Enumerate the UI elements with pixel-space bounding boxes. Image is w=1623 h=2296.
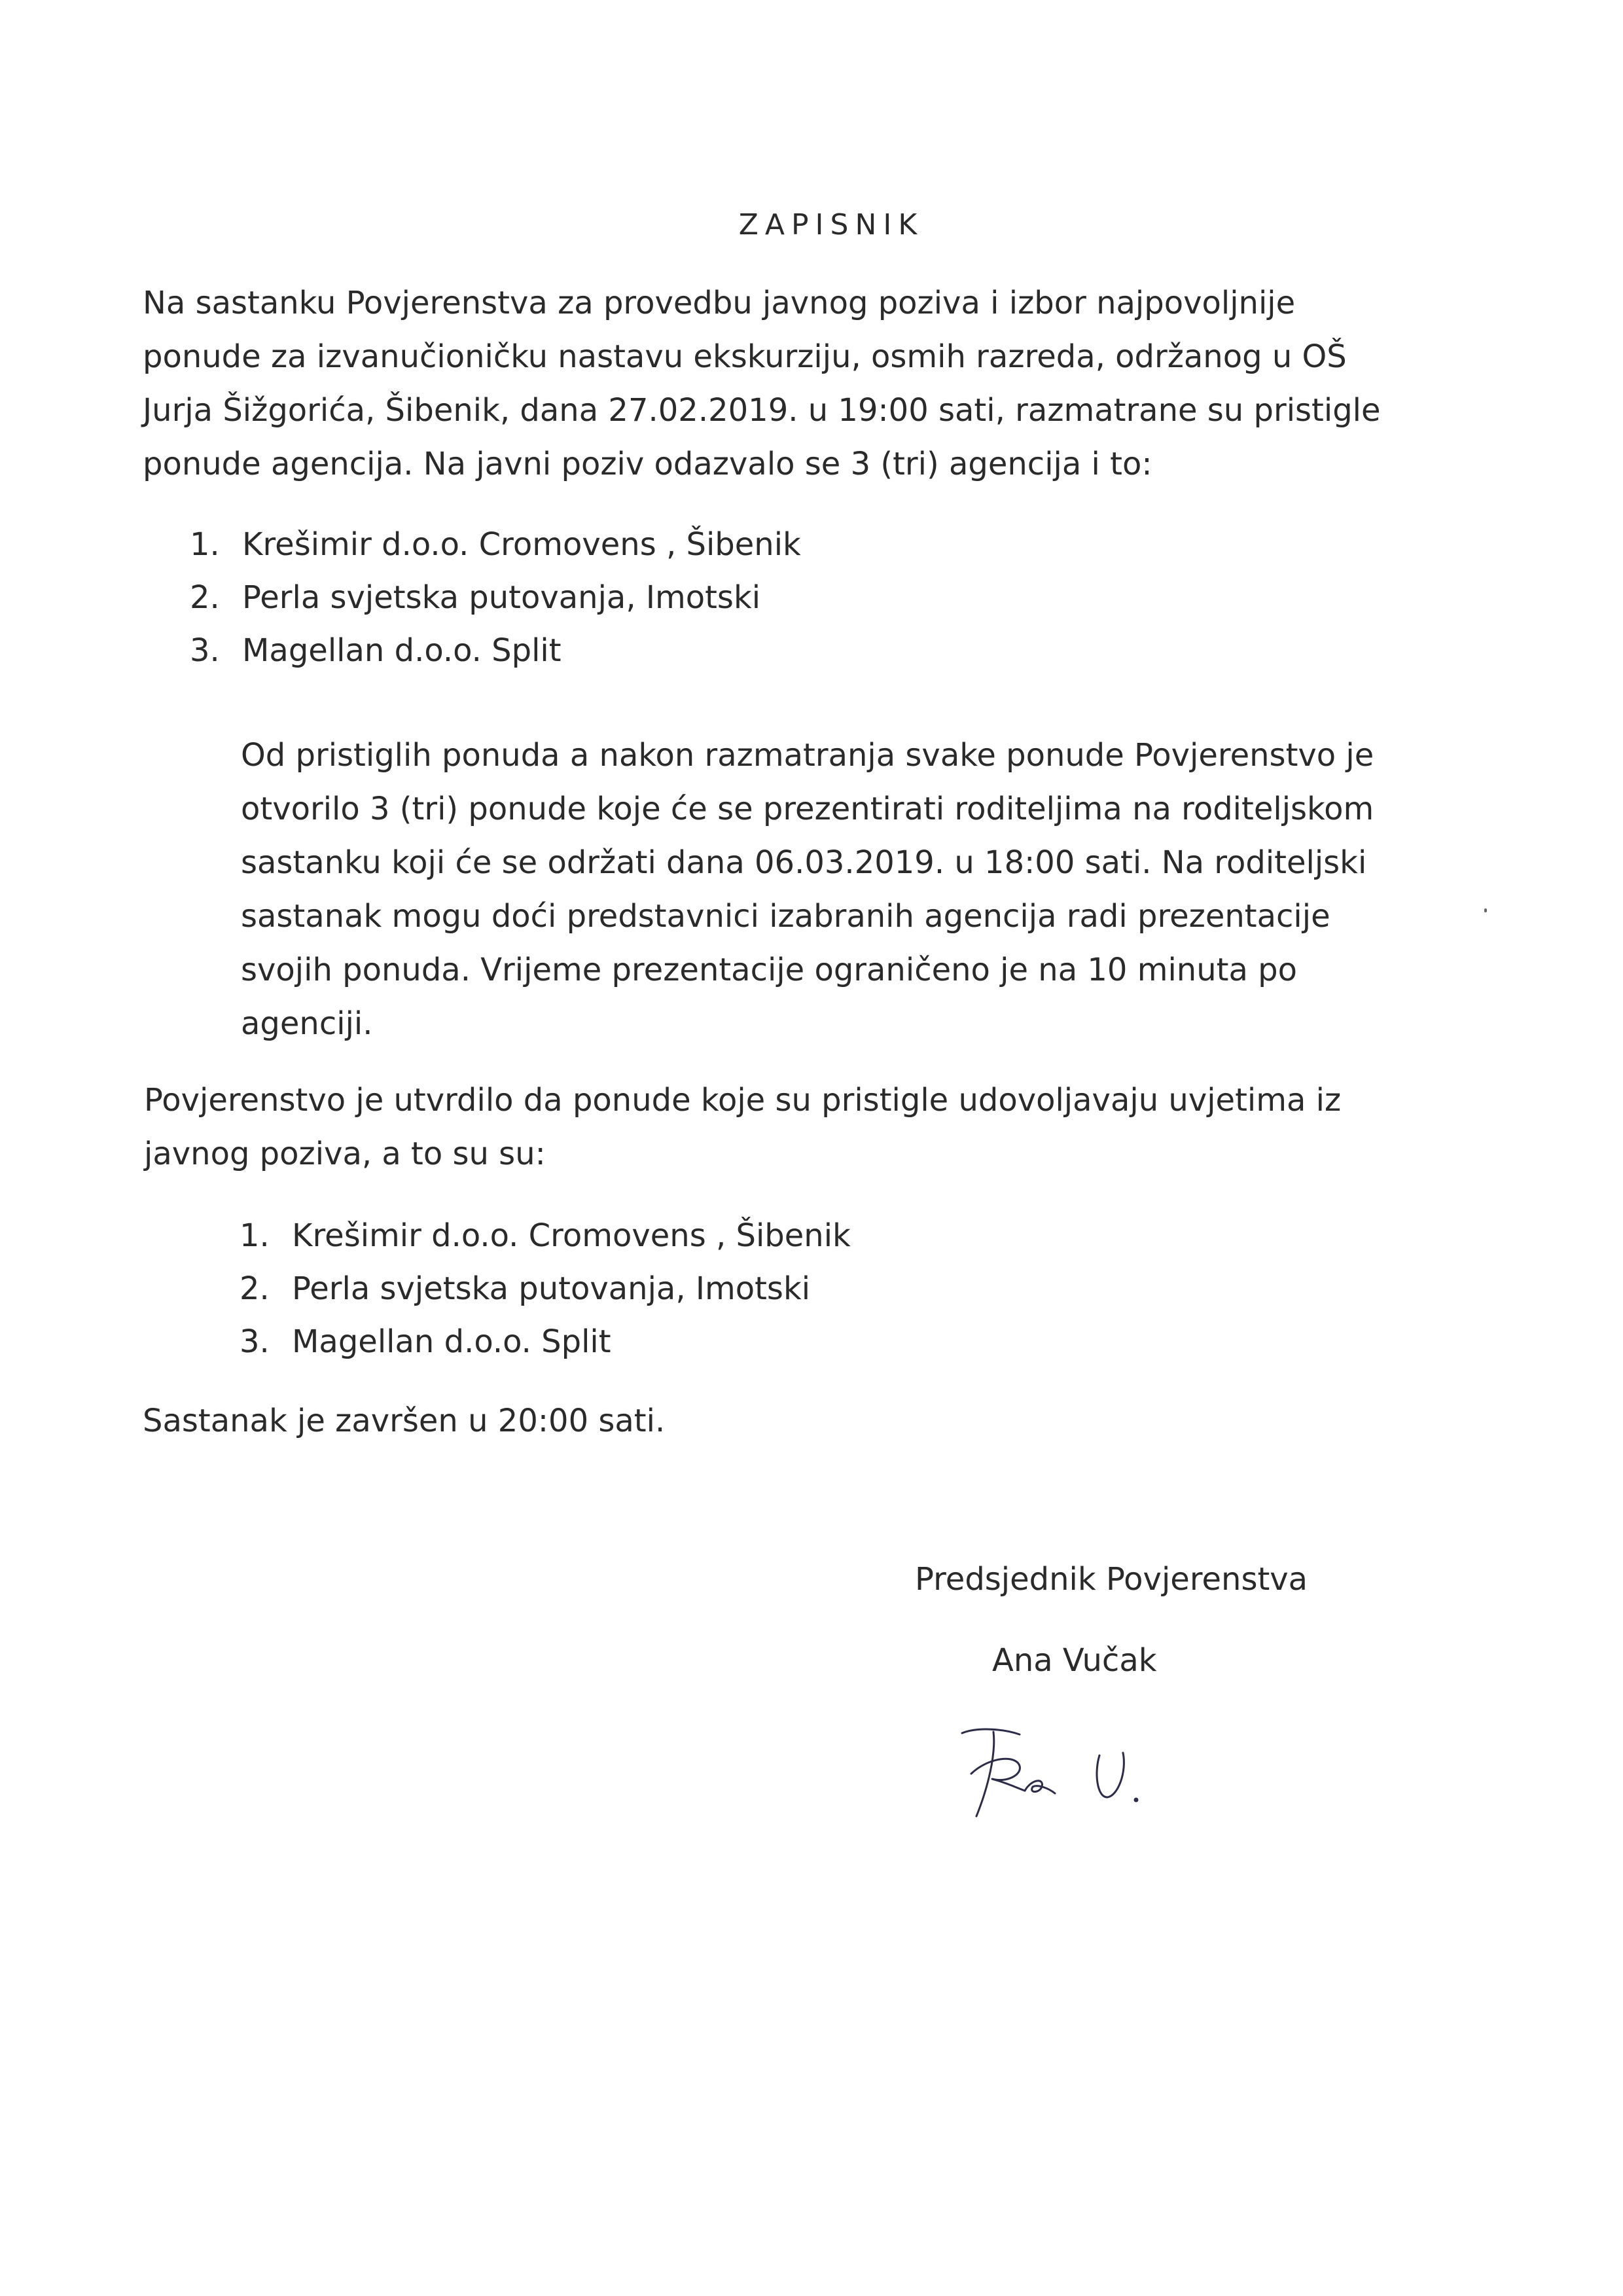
list-item bbox=[190, 518, 801, 571]
list-item-number: 2. bbox=[240, 1270, 270, 1307]
list-item-text: Krešimir d.o.o. Cromovens , Šibenik bbox=[292, 1217, 851, 1254]
selection-paragraph: Od pristiglih ponuda a nakon razmatranja svake ponude Povjerenstvo je otvorilo 3 (tri) ponude koje će se prezentirati roditeljima na roditeljskom sastanku koji će se održati dana 06.03.2019. u 18:00 sati. Na roditeljski sastanak mogu doći predstavnici izabranih agencija radi prezentacije svojih ponuda. Vrijeme prezentacije ograničeno je na 10 minuta po agenciji. bbox=[241, 737, 1374, 1042]
list-item bbox=[190, 571, 801, 624]
approved-agencies-list bbox=[240, 1210, 851, 1369]
list-item-number: 2. bbox=[190, 579, 220, 616]
approval-paragraph: Povjerenstvo je utvrdilo da ponude koje su pristigle udovoljavaju uvjetima iz javnog poziva, a to su su: bbox=[144, 1082, 1342, 1172]
list-item-number: 1. bbox=[240, 1217, 270, 1254]
signatory-name: Ana Vučak bbox=[992, 1642, 1157, 1679]
received-agencies-list bbox=[190, 518, 801, 677]
document-title: ZAPISNIK bbox=[738, 208, 924, 242]
list-item-number: 3. bbox=[190, 632, 220, 669]
list-item bbox=[190, 624, 801, 677]
list-item bbox=[240, 1263, 851, 1316]
list-item-text: Magellan d.o.o. Split bbox=[242, 632, 562, 669]
signatory-role: Predsjednik Povjerenstva bbox=[915, 1561, 1308, 1598]
intro-paragraph: Na sastanku Povjerenstva za provedbu javnog poziva i izbor najpovoljnije ponude za izvanučioničku nastavu ekskurziju, osmih razreda, održanog u OŠ Jurja Šižgorića, Šibenik, dana 27.02.2019. u 19:00 sati, razmatrane su pristigle ponude agencija. Na javni poziv odazvalo se 3 (tri) agencija i to: bbox=[143, 285, 1381, 482]
list-item-number: 1. bbox=[190, 526, 220, 563]
list-item bbox=[240, 1210, 851, 1263]
list-item-text: Perla svjetska putovanja, Imotski bbox=[292, 1270, 811, 1307]
list-item-text: Magellan d.o.o. Split bbox=[292, 1323, 611, 1360]
closing-sentence: Sastanak je završen u 20:00 sati. bbox=[143, 1403, 666, 1439]
list-item-text: Perla svjetska putovanja, Imotski bbox=[242, 579, 761, 616]
list-item-number: 3. bbox=[240, 1323, 270, 1360]
list-item-text: Krešimir d.o.o. Cromovens , Šibenik bbox=[242, 526, 801, 563]
handwritten-signature bbox=[942, 1695, 1158, 1826]
list-item bbox=[240, 1316, 851, 1369]
scan-speck bbox=[1484, 908, 1487, 912]
